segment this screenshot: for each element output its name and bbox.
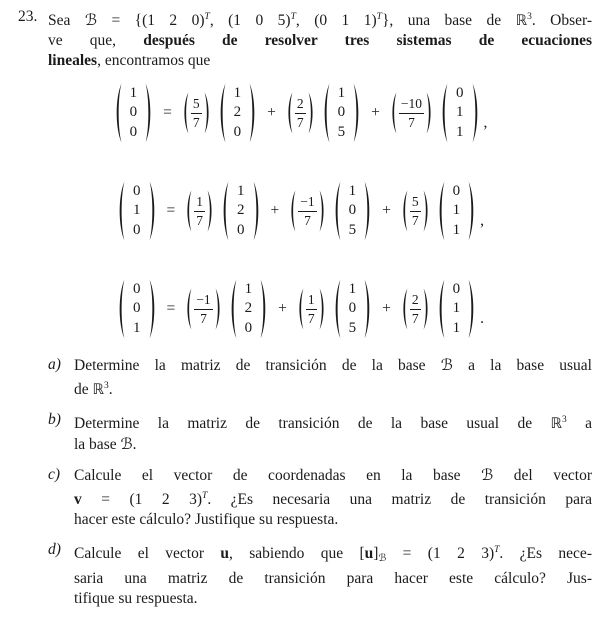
text-segment: , (1 0 5) <box>209 12 291 29</box>
basis-symbol: ℬ <box>481 466 494 484</box>
right-paren-icon <box>260 279 269 339</box>
vector-entry: 0 <box>233 123 242 140</box>
item-label: b) <box>48 411 61 428</box>
vector-entries <box>448 84 472 143</box>
numerator: −1 <box>196 291 211 307</box>
equation-punctuation: , <box>483 114 488 131</box>
vector-entries <box>445 182 469 241</box>
plus-sign: + <box>270 202 280 219</box>
left-paren-icon <box>113 83 122 143</box>
right-paren-icon <box>468 279 477 339</box>
right-paren-icon <box>319 288 327 330</box>
text-segment: . ¿Es nece- <box>499 545 592 562</box>
text-segment: . ¿Es necesaria una matriz de transición para <box>207 491 592 508</box>
vector-entry: 1 <box>348 182 357 199</box>
right-paren-icon <box>364 279 373 339</box>
plus-sign: + <box>267 104 276 121</box>
numerator: −10 <box>400 95 422 111</box>
right-paren-icon <box>423 190 431 232</box>
numerator: 2 <box>411 291 419 307</box>
vector-entry: 0 <box>133 280 141 297</box>
subproblem-item <box>48 355 592 400</box>
left-paren-icon <box>321 83 330 143</box>
right-paren-icon <box>204 92 212 134</box>
fraction-bar <box>306 309 317 310</box>
vector-symbol: u <box>220 545 229 562</box>
right-paren-icon <box>472 83 481 143</box>
scalar-coefficient <box>181 92 212 134</box>
vector-entries <box>125 182 149 241</box>
text-segment: a <box>566 415 592 432</box>
vector-entry: 0 <box>348 300 357 317</box>
text-segment: , (0 1 1) <box>295 12 377 29</box>
column-vector <box>228 279 270 339</box>
fraction-bar <box>410 211 421 212</box>
vector-entries <box>330 84 354 143</box>
column-vector <box>332 181 374 241</box>
column-vector <box>220 181 262 241</box>
plus-sign: + <box>278 300 287 317</box>
subproblem-item <box>48 465 592 530</box>
vector-entries <box>445 280 469 339</box>
right-paren-icon <box>308 92 316 134</box>
vector-entry: 2 <box>237 202 245 219</box>
fraction-bar <box>194 211 205 212</box>
text-line <box>74 569 592 589</box>
vector-entry: 0 <box>244 319 253 336</box>
text-line <box>48 31 592 51</box>
vector-symbol: u <box>364 545 374 562</box>
vector-entry: 0 <box>237 221 245 238</box>
vector-entries <box>229 182 253 241</box>
scalar-coefficient <box>400 190 431 232</box>
right-paren-icon <box>253 181 262 241</box>
left-paren-icon <box>217 83 226 143</box>
vector-equation <box>28 279 572 339</box>
fraction-bar <box>295 113 306 114</box>
item-text <box>74 410 592 455</box>
left-paren-icon <box>184 288 192 330</box>
vector-entry: 1 <box>129 84 138 101</box>
item-text <box>74 540 592 609</box>
vector-entry: 0 <box>129 104 138 121</box>
text-segment: ] <box>373 545 379 562</box>
vector-entry: 1 <box>133 202 141 219</box>
basis-symbol: ℬ <box>120 435 133 453</box>
problem-statement <box>48 7 592 71</box>
vector-entry: 2 <box>233 104 242 121</box>
fraction-bar <box>399 113 424 114</box>
text-segment: del vector <box>493 467 593 484</box>
column-vector <box>439 83 481 143</box>
text-line <box>74 434 592 455</box>
scalar-coefficient <box>184 190 215 232</box>
problem-row <box>18 7 592 619</box>
text-segment: Determine la matriz de transición de la base usual de <box>74 415 551 432</box>
vector-entries <box>125 280 149 339</box>
bold-text-segment: después de resolver tres sistemas de ecuaciones <box>143 32 592 49</box>
column-vector <box>116 279 158 339</box>
text-line <box>48 51 592 71</box>
right-paren-icon <box>215 288 223 330</box>
vector-entry: 0 <box>133 221 141 238</box>
text-segment: = (1 2 3) <box>386 545 495 562</box>
left-paren-icon <box>228 279 237 339</box>
vector-entry: 0 <box>452 182 461 199</box>
vector-entry: 1 <box>244 280 253 297</box>
vector-entry: 1 <box>452 319 461 336</box>
left-paren-icon <box>400 288 408 330</box>
text-line <box>74 376 592 400</box>
transpose-superscript: T <box>290 12 296 22</box>
item-text <box>74 355 592 400</box>
item-label: d) <box>48 541 61 558</box>
superscript: 3 <box>104 381 109 391</box>
right-paren-icon <box>423 288 431 330</box>
text-segment: Calcule el vector <box>74 545 221 562</box>
vector-entry: 0 <box>348 202 357 219</box>
subproblem-item <box>48 540 592 609</box>
vector-entry: 1 <box>456 123 464 140</box>
text-segment: saria una matriz de transición para hacer este cálculo? Jus- <box>74 570 592 587</box>
left-paren-icon <box>220 181 229 241</box>
fraction <box>192 194 207 229</box>
left-paren-icon <box>332 181 341 241</box>
fraction <box>293 96 308 131</box>
plus-sign: + <box>382 300 391 317</box>
text-line <box>74 589 592 609</box>
numerator: 5 <box>411 193 419 209</box>
fraction <box>408 292 423 327</box>
left-paren-icon <box>296 288 304 330</box>
denominator: 7 <box>411 310 419 326</box>
vector-entry: 0 <box>133 300 141 317</box>
left-paren-icon <box>400 190 408 232</box>
text-segment: tifique su respuesta. <box>74 590 198 607</box>
column-vector <box>332 279 374 339</box>
plus-sign: + <box>371 104 380 121</box>
right-paren-icon <box>319 190 327 232</box>
right-paren-icon <box>149 181 158 241</box>
transpose-superscript: T <box>204 12 210 22</box>
scalar-coefficient <box>389 92 434 134</box>
text-line <box>74 355 592 376</box>
vector-entry: 2 <box>244 300 253 317</box>
left-paren-icon <box>439 83 448 143</box>
text-segment: }, una base de <box>381 12 516 29</box>
vector-entry: 1 <box>452 300 461 317</box>
plus-sign: + <box>382 202 391 219</box>
text-segment: , encontramos que <box>97 52 211 69</box>
denominator: 7 <box>307 310 315 326</box>
scalar-coefficient <box>184 288 222 330</box>
right-paren-icon <box>353 83 362 143</box>
text-line <box>74 540 592 569</box>
vector-entries <box>341 182 365 241</box>
scalar-coefficient <box>400 288 431 330</box>
subproblem-item <box>48 410 592 455</box>
column-vector <box>321 83 363 143</box>
problem-number: 23. <box>18 8 38 25</box>
fraction <box>192 292 214 327</box>
column-vector <box>113 83 155 143</box>
equation-punctuation: , <box>480 212 484 229</box>
vector-entry: 0 <box>337 104 346 121</box>
numerator: 5 <box>192 95 200 111</box>
vector-entry: 0 <box>456 84 464 101</box>
denominator: 7 <box>192 114 200 130</box>
basis-symbol: ℬ <box>440 356 453 374</box>
vector-entry: 1 <box>237 182 245 199</box>
fraction <box>397 96 426 131</box>
vector-entry: 5 <box>348 221 357 238</box>
transpose-superscript: T <box>376 12 382 22</box>
reals-symbol: ℝ <box>92 382 104 398</box>
fraction <box>296 194 318 229</box>
left-paren-icon <box>389 92 397 134</box>
text-segment: , sabiendo que [ <box>229 545 365 562</box>
vector-entry: 1 <box>233 84 242 101</box>
fraction <box>408 194 423 229</box>
numerator: 2 <box>296 95 304 111</box>
equals-sign: = <box>163 104 172 121</box>
fraction <box>189 96 204 131</box>
vector-entry: 1 <box>456 104 464 121</box>
basis-subscript: ℬ <box>378 553 387 564</box>
basis-symbol: ℬ <box>84 11 98 29</box>
text-segment: Calcule el vector de coordenadas en la base <box>74 467 482 484</box>
right-paren-icon <box>364 181 373 241</box>
vector-entries <box>122 84 146 143</box>
transpose-superscript: T <box>494 545 500 555</box>
right-paren-icon <box>145 83 154 143</box>
left-paren-icon <box>184 190 192 232</box>
vector-entry: 0 <box>133 182 141 199</box>
denominator: 7 <box>411 212 419 228</box>
scalar-coefficient <box>288 190 326 232</box>
reals-symbol: ℝ <box>550 416 562 432</box>
transpose-superscript: T <box>202 491 208 501</box>
vector-entry: 1 <box>452 221 461 238</box>
vector-entry: 0 <box>452 280 461 297</box>
text-segment: la base <box>74 436 121 453</box>
numerator: 1 <box>307 291 315 307</box>
vector-entry: 1 <box>452 202 461 219</box>
column-vector <box>116 181 158 241</box>
text-segment: ve que, <box>48 32 144 49</box>
right-paren-icon <box>426 92 434 134</box>
vector-entries <box>226 84 250 143</box>
right-paren-icon <box>249 83 258 143</box>
vector-entry: 5 <box>348 319 357 336</box>
reals-symbol: ℝ <box>515 13 528 29</box>
denominator: 7 <box>296 114 304 130</box>
text-line <box>74 486 592 510</box>
left-paren-icon <box>288 190 296 232</box>
fraction-bar <box>191 113 202 114</box>
text-segment: Determine la matriz de transición de la base <box>74 357 441 374</box>
equals-sign: = <box>166 300 176 317</box>
text-segment: a la base usual <box>452 357 592 374</box>
left-paren-icon <box>116 181 125 241</box>
text-line <box>74 510 592 530</box>
item-label: c) <box>48 466 61 483</box>
text-segment: . <box>108 381 113 398</box>
superscript: 3 <box>561 415 567 425</box>
fraction-bar <box>194 309 212 310</box>
problem-body <box>48 7 592 619</box>
numerator: −1 <box>300 193 315 209</box>
text-line <box>74 410 592 434</box>
text-segment: . <box>132 436 137 453</box>
equals-sign: = <box>166 202 176 219</box>
vector-equation <box>28 181 572 241</box>
equations-block <box>48 83 592 339</box>
text-segment: . Obser- <box>531 12 592 29</box>
left-paren-icon <box>436 279 445 339</box>
denominator: 7 <box>408 114 415 130</box>
item-text <box>74 465 592 530</box>
text-segment: Sea <box>48 12 85 29</box>
superscript: 3 <box>527 12 532 22</box>
left-paren-icon <box>181 92 189 134</box>
left-paren-icon <box>436 181 445 241</box>
denominator: 7 <box>196 212 203 228</box>
item-label: a) <box>48 356 61 373</box>
vector-entry: 1 <box>337 84 346 101</box>
text-segment: de <box>74 381 93 398</box>
text-segment: = {(1 2 0) <box>97 12 205 29</box>
scalar-coefficient <box>285 92 316 134</box>
numerator: 1 <box>196 193 203 209</box>
vector-entries <box>237 280 261 339</box>
denominator: 7 <box>200 310 207 326</box>
bold-text-segment: lineales <box>48 52 98 69</box>
text-line <box>74 465 592 486</box>
column-vector <box>436 181 478 241</box>
subproblems-list <box>48 355 592 609</box>
fraction-bar <box>410 309 421 310</box>
vector-entry: 1 <box>348 280 357 297</box>
right-paren-icon <box>149 279 158 339</box>
fraction <box>304 292 319 327</box>
left-paren-icon <box>285 92 293 134</box>
vector-symbol: v <box>74 491 82 508</box>
column-vector <box>436 279 478 339</box>
right-paren-icon <box>468 181 477 241</box>
right-paren-icon <box>207 190 215 232</box>
text-line <box>48 7 592 31</box>
scalar-coefficient <box>296 288 327 330</box>
left-paren-icon <box>332 279 341 339</box>
vector-equation <box>28 83 572 143</box>
left-paren-icon <box>116 279 125 339</box>
fraction-bar <box>298 211 316 212</box>
equation-punctuation: . <box>480 310 484 327</box>
text-segment: = (1 2 3) <box>81 491 203 508</box>
vector-entry: 1 <box>133 319 141 336</box>
vector-entries <box>341 280 365 339</box>
vector-entry: 0 <box>129 123 138 140</box>
column-vector <box>217 83 259 143</box>
vector-entry: 5 <box>337 123 346 140</box>
text-segment: hacer este cálculo? Justifique su respuesta. <box>74 511 339 528</box>
denominator: 7 <box>304 212 311 228</box>
